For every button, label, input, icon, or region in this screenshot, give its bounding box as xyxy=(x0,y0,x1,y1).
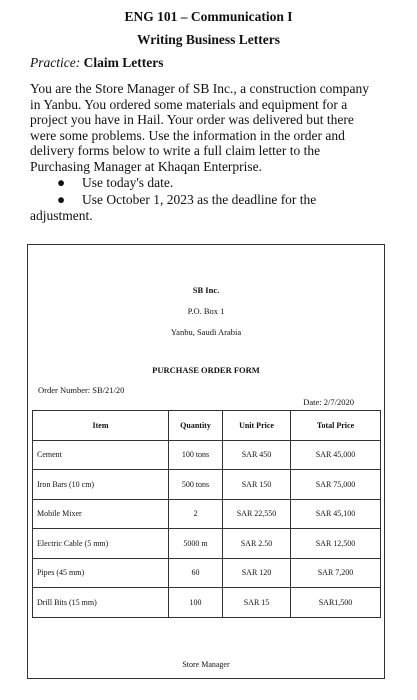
cell-unit-price: SAR 120 xyxy=(223,558,291,588)
cell-unit-price: SAR 2.50 xyxy=(223,529,291,559)
practice-line xyxy=(30,55,163,71)
table-row xyxy=(33,588,381,618)
table-row xyxy=(33,440,381,470)
instructions-paragraph: You are the Store Manager of SB Inc., a construction company in Yanbu. You ordered some materials and equipment for a project you have in Hail. Your order was delivered but there were some problems. Use the information in the order and delivery forms below to write a full claim letter to the Purchasing Manager at Khaqan Enterprise. xyxy=(30,81,370,174)
cell-total-price: SAR 45,000 xyxy=(291,440,381,470)
table-header-row xyxy=(33,411,381,441)
bullet-text-continuation: adjustment. xyxy=(30,208,93,223)
cell-total-price: SAR 45,100 xyxy=(291,499,381,529)
cell-item: Cement xyxy=(33,440,169,470)
company-name: SB Inc. xyxy=(192,285,220,295)
cell-quantity: 5000 m xyxy=(169,529,223,559)
cell-total-price: SAR 75,000 xyxy=(291,470,381,500)
cell-unit-price: SAR 15 xyxy=(223,588,291,618)
order-date: Date: 2/7/2020 xyxy=(303,397,354,407)
cell-total-price: SAR 7,200 xyxy=(291,558,381,588)
company-po-box: P.O. Box 1 xyxy=(187,306,225,316)
column-header-quantity: Quantity xyxy=(169,411,223,441)
column-header-item: Item xyxy=(33,411,169,441)
cell-item: Drill Bits (15 mm) xyxy=(33,588,169,618)
column-header-total-price: Total Price xyxy=(291,411,381,441)
practice-value: Claim Letters xyxy=(83,55,164,70)
order-number: Order Number: SB/21/20 xyxy=(38,385,125,395)
cell-quantity: 500 tons xyxy=(169,470,223,500)
cell-item: Iron Bars (10 cm) xyxy=(33,470,169,500)
cell-quantity: 60 xyxy=(169,558,223,588)
cell-item: Mobile Mixer xyxy=(33,499,169,529)
table-row xyxy=(33,470,381,500)
cell-unit-price: SAR 450 xyxy=(223,440,291,470)
cell-quantity: 100 xyxy=(169,588,223,618)
order-table xyxy=(32,410,381,618)
table-row xyxy=(33,529,381,559)
signature-label: Store Manager xyxy=(182,660,230,669)
cell-total-price: SAR 12,500 xyxy=(291,529,381,559)
bullet-dot-icon: ● xyxy=(57,192,66,207)
table-row xyxy=(33,558,381,588)
cell-item: Electric Cable (5 mm) xyxy=(33,529,169,559)
cell-quantity: 100 tons xyxy=(169,440,223,470)
cell-unit-price: SAR 22,550 xyxy=(223,499,291,529)
course-title: ENG 101 – Communication I xyxy=(124,9,293,24)
bullet-dot-icon: ● xyxy=(57,175,66,190)
topic-title: Writing Business Letters xyxy=(136,32,280,47)
column-header-unit-price: Unit Price xyxy=(223,411,291,441)
cell-unit-price: SAR 150 xyxy=(223,470,291,500)
table-row xyxy=(33,499,381,529)
purchase-order-form xyxy=(27,244,385,679)
company-city: Yanbu, Saudi Arabia xyxy=(170,327,242,337)
practice-label: Practice: xyxy=(30,55,81,70)
cell-item: Pipes (45 mm) xyxy=(33,558,169,588)
cell-quantity: 2 xyxy=(169,499,223,529)
bullet-text: Use October 1, 2023 as the deadline for the xyxy=(82,192,317,207)
bullet-text: Use today's date. xyxy=(82,175,174,190)
form-title: PURCHASE ORDER FORM xyxy=(152,365,260,375)
cell-total-price: SAR1,500 xyxy=(291,588,381,618)
